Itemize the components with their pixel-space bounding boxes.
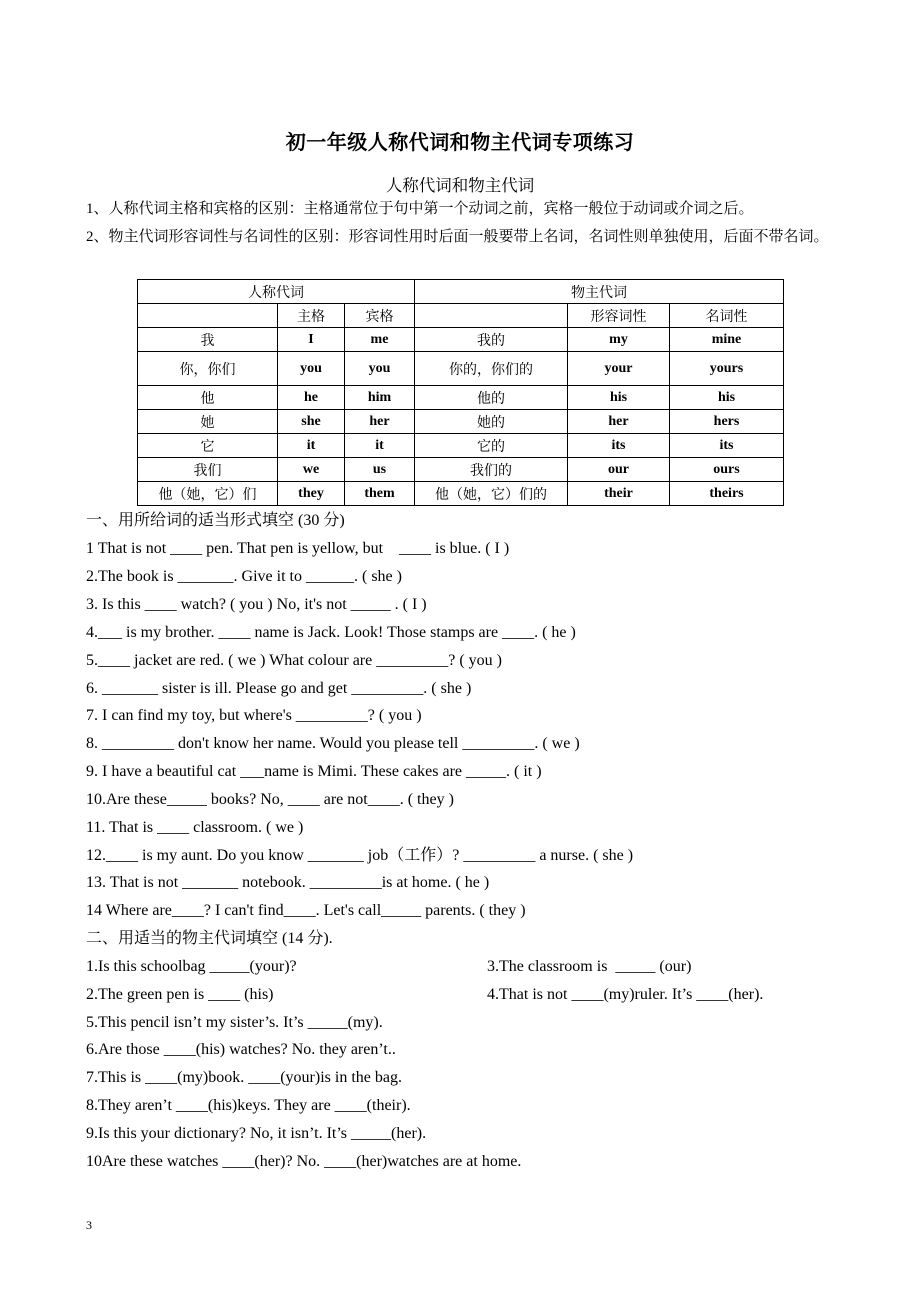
header-possessive-pronouns: 物主代词 <box>415 280 784 304</box>
cell-possessive-cn: 他（她，它）们的 <box>415 482 568 506</box>
exercise-item: 3.The classroom is _____ (our) <box>487 958 692 975</box>
cell-possessive-cn: 他的 <box>415 386 568 410</box>
table-row <box>138 458 784 482</box>
subheader-empty <box>138 304 278 328</box>
exercise-item: 11. That is ____ classroom. ( we ) <box>86 819 304 836</box>
exercise-item: 3. Is this ____ watch? ( you ) No, it's not _____ . ( I ) <box>86 596 427 613</box>
cell-adjective: my <box>568 328 670 352</box>
cell-noun: hers <box>670 410 784 434</box>
table-row <box>138 386 784 410</box>
section-2-heading: 二、用适当的物主代词填空 (14 分). <box>86 930 333 947</box>
exercise-item: 7.This is ____(my)book. ____(your)is in the bag. <box>86 1069 402 1086</box>
cell-cn: 他（她，它）们 <box>138 482 278 506</box>
exercise-item: 6.Are those ____(his) watches? No. they aren’t.. <box>86 1041 396 1058</box>
cell-noun: theirs <box>670 482 784 506</box>
cell-subject: they <box>278 482 345 506</box>
cell-object: her <box>345 410 415 434</box>
pronoun-table <box>137 279 784 506</box>
exercise-item: 14 Where are____? I can't find____. Let's call_____ parents. ( they ) <box>86 902 526 919</box>
cell-noun: his <box>670 386 784 410</box>
exercise-item: 10Are these watches ____(her)? No. ____(her)watches are at home. <box>86 1153 522 1170</box>
table-subheader-row <box>138 304 784 328</box>
table-row <box>138 482 784 506</box>
exercise-item: 8.They aren’t ____(his)keys. They are ____(their). <box>86 1097 411 1114</box>
note-1: 1、人称代词主格和宾格的区别：主格通常位于句中第一个动词之前，宾格一般位于动词或介词之后。 <box>86 201 754 217</box>
cell-subject: he <box>278 386 345 410</box>
cell-adjective: his <box>568 386 670 410</box>
page-title: 初一年级人称代词和物主代词专项练习 <box>285 132 635 154</box>
exercise-item: 12.____ is my aunt. Do you know _______ job（工作）? _________ a nurse. ( she ) <box>86 847 634 864</box>
cell-adjective: her <box>568 410 670 434</box>
cell-object: us <box>345 458 415 482</box>
exercise-item: 1.Is this schoolbag _____(your)? <box>86 958 297 975</box>
page-number: 3 <box>86 1218 92 1232</box>
table-row <box>138 410 784 434</box>
cell-object: me <box>345 328 415 352</box>
exercise-item: 4.___ is my brother. ____ name is Jack. Look! Those stamps are ____. ( he ) <box>86 624 576 641</box>
cell-subject: I <box>278 328 345 352</box>
cell-cn: 我 <box>138 328 278 352</box>
subheader-adjective-form: 形容词性 <box>568 304 670 328</box>
cell-subject: it <box>278 434 345 458</box>
table-row <box>138 352 784 386</box>
cell-noun: mine <box>670 328 784 352</box>
cell-subject: you <box>278 352 345 386</box>
cell-noun: its <box>670 434 784 458</box>
subheader-noun-form: 名词性 <box>670 304 784 328</box>
cell-cn: 它 <box>138 434 278 458</box>
subheader-empty <box>415 304 568 328</box>
exercise-item: 4.That is not ____(my)ruler. It’s ____(her). <box>487 986 764 1003</box>
subheader-object-case: 宾格 <box>345 304 415 328</box>
exercise-item: 1 That is not ____ pen. That pen is yellow, but ____ is blue. ( I ) <box>86 540 510 557</box>
cell-subject: we <box>278 458 345 482</box>
cell-adjective: their <box>568 482 670 506</box>
table-row <box>138 328 784 352</box>
subheader-subject-case: 主格 <box>278 304 345 328</box>
cell-adjective: our <box>568 458 670 482</box>
exercise-item: 5.This pencil isn’t my sister’s. It’s _____(my). <box>86 1014 383 1031</box>
cell-object: you <box>345 352 415 386</box>
exercise-item: 8. _________ don't know her name. Would you please tell _________. ( we ) <box>86 735 580 752</box>
cell-object: it <box>345 434 415 458</box>
exercise-item: 10.Are these_____ books? No, ____ are not____. ( they ) <box>86 791 454 808</box>
cell-possessive-cn: 我的 <box>415 328 568 352</box>
exercise-item: 5.____ jacket are red. ( we ) What colour are _________? ( you ) <box>86 652 502 669</box>
note-2: 2、物主代词形容词性与名词性的区别：形容词性用时后面一般要带上名词，名词性则单独使用，后面不带名词。 <box>86 229 829 245</box>
cell-adjective: its <box>568 434 670 458</box>
exercise-item: 9.Is this your dictionary? No, it isn’t. It’s _____(her). <box>86 1125 427 1142</box>
cell-noun: yours <box>670 352 784 386</box>
cell-possessive-cn: 她的 <box>415 410 568 434</box>
cell-cn: 她 <box>138 410 278 434</box>
cell-cn: 你，你们 <box>138 352 278 386</box>
header-personal-pronouns: 人称代词 <box>138 280 415 304</box>
exercise-item: 2.The green pen is ____ (his) <box>86 986 274 1003</box>
cell-adjective: your <box>568 352 670 386</box>
cell-cn: 我们 <box>138 458 278 482</box>
cell-object: them <box>345 482 415 506</box>
exercise-item: 9. I have a beautiful cat ___name is Mimi. These cakes are _____. ( it ) <box>86 763 542 780</box>
cell-subject: she <box>278 410 345 434</box>
cell-noun: ours <box>670 458 784 482</box>
cell-possessive-cn: 你的，你们的 <box>415 352 568 386</box>
exercise-item: 2.The book is _______. Give it to ______. ( she ) <box>86 568 402 585</box>
cell-possessive-cn: 它的 <box>415 434 568 458</box>
cell-possessive-cn: 我们的 <box>415 458 568 482</box>
exercise-item: 13. That is not _______ notebook. _________is at home. ( he ) <box>86 874 490 891</box>
exercise-item: 7. I can find my toy, but where's _________? ( you ) <box>86 707 422 724</box>
section-1-heading: 一、用所给词的适当形式填空 (30 分) <box>86 512 345 529</box>
table-header-row <box>138 280 784 304</box>
page-subtitle: 人称代词和物主代词 <box>385 176 535 195</box>
exercise-item: 6. _______ sister is ill. Please go and get _________. ( she ) <box>86 680 472 697</box>
table-row <box>138 434 784 458</box>
cell-cn: 他 <box>138 386 278 410</box>
cell-object: him <box>345 386 415 410</box>
